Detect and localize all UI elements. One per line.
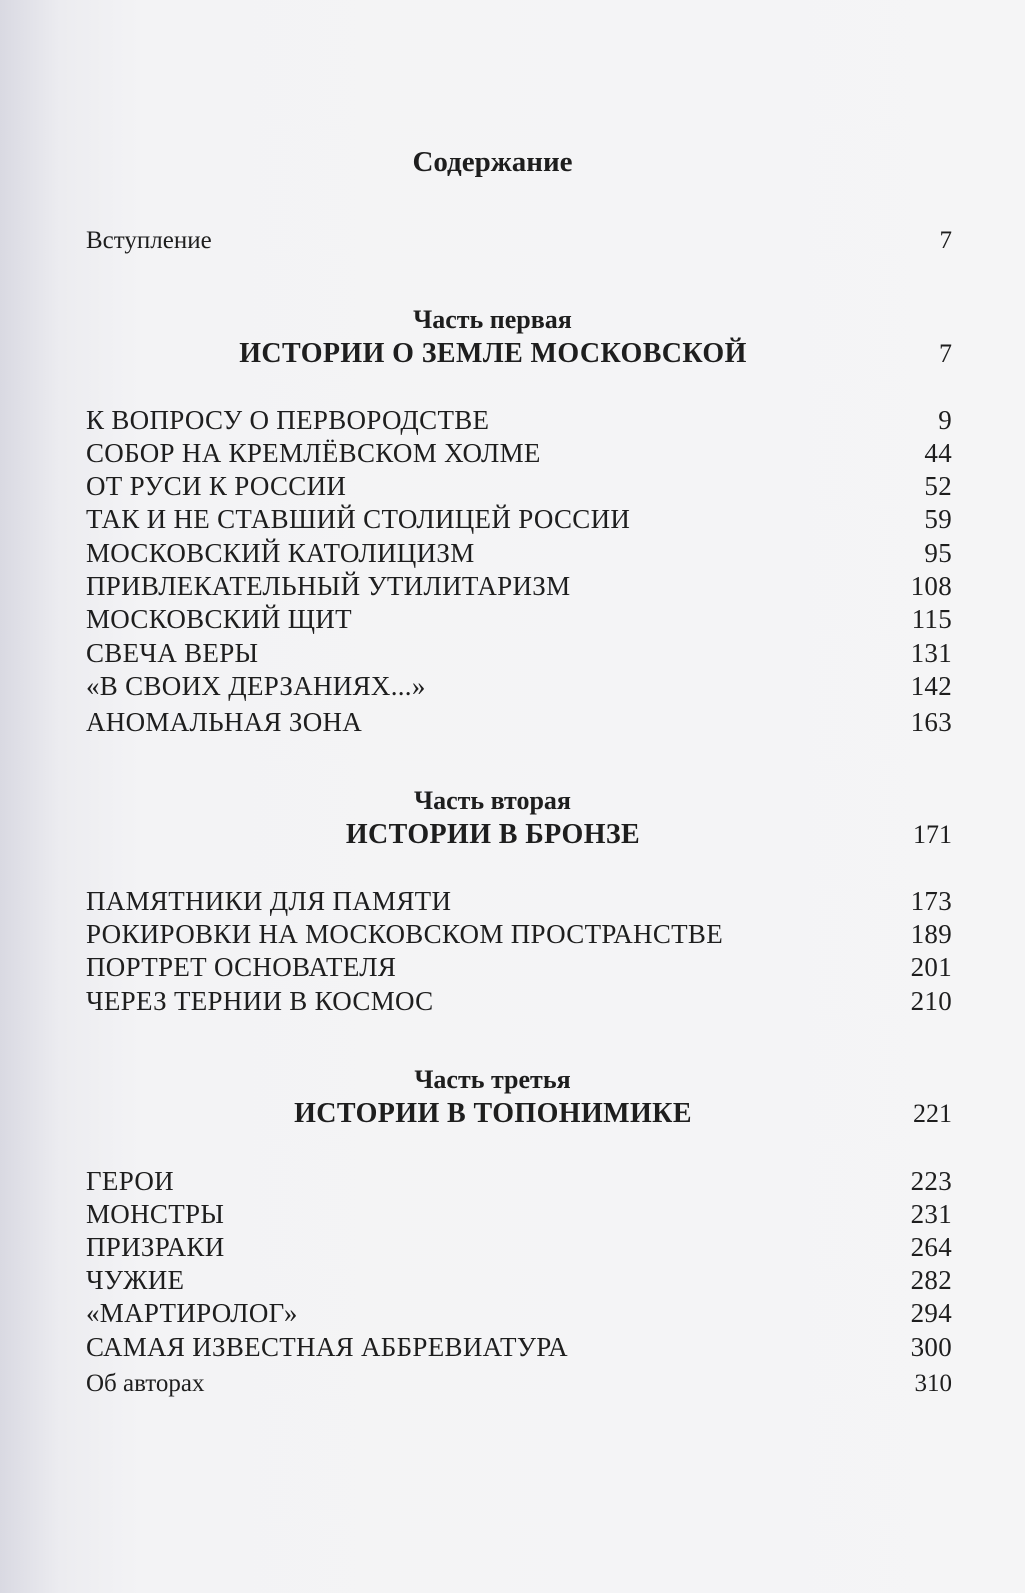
toc-entry — [86, 884, 952, 918]
toc-entry — [86, 469, 952, 503]
toc-entry — [86, 602, 952, 636]
toc-entry-label: ТАК И НЕ СТАВШИЙ СТОЛИЦЕЙ РОССИИ — [86, 504, 631, 534]
part-heading-2 — [86, 817, 952, 853]
toc-entry-page: 231 — [910, 1199, 952, 1229]
toc-entry-page: 189 — [910, 919, 952, 949]
toc-entry-page: 9 — [938, 405, 952, 435]
part-label-2: Часть вторая — [414, 786, 571, 815]
toc-entry-about-authors — [86, 1367, 952, 1401]
toc-entry — [86, 1263, 952, 1297]
toc-entry-label: МОНСТРЫ — [86, 1199, 225, 1229]
toc-entry — [86, 1296, 952, 1330]
part-page: 7 — [939, 339, 952, 368]
toc-title: Содержание — [412, 146, 573, 178]
toc-entry-page: 264 — [910, 1232, 952, 1262]
toc-entry-label: ПОРТРЕТ ОСНОВАТЕЛЯ — [86, 952, 397, 982]
toc-entry — [86, 1164, 952, 1198]
toc-entry-label: ГЕРОИ — [86, 1166, 174, 1196]
toc-entry — [86, 502, 952, 536]
toc-entry-page: 173 — [910, 886, 952, 916]
toc-entry-label: «МАРТИРОЛОГ» — [86, 1298, 298, 1328]
toc-entry-label: «В СВОИХ ДЕРЗАНИЯХ...» — [86, 671, 426, 701]
toc-entry-page: 163 — [910, 707, 952, 737]
toc-entry-label: Вступление — [86, 227, 212, 254]
toc-entry — [86, 636, 952, 670]
toc-entry-label: РОКИРОВКИ НА МОСКОВСКОМ ПРОСТРАНСТВЕ — [86, 919, 724, 949]
toc-entry — [86, 1197, 952, 1231]
toc-entry-page: 142 — [910, 671, 952, 701]
part-label-1: Часть первая — [413, 305, 572, 334]
toc-entry-page: 201 — [910, 952, 952, 982]
toc-entry-page: 44 — [924, 438, 952, 468]
toc-entry — [86, 536, 952, 570]
toc-entry-label: Об авторах — [86, 1370, 205, 1397]
toc-entry-page: 108 — [910, 571, 952, 601]
toc-entry-label: СВЕЧА ВЕРЫ — [86, 638, 259, 668]
toc-entry-intro — [86, 224, 952, 258]
toc-entry-page: 223 — [910, 1166, 952, 1196]
toc-entry — [86, 403, 952, 437]
toc-entry-page: 52 — [924, 471, 952, 501]
part-title: ИСТОРИИ О ЗЕМЛЕ МОСКОВСКОЙ — [239, 338, 747, 369]
toc-entry-label: МОСКОВСКИЙ КАТОЛИЦИЗМ — [86, 538, 475, 568]
toc-entry-label: САМАЯ ИЗВЕСТНАЯ АББРЕВИАТУРА — [86, 1332, 568, 1362]
toc-entry-page: 294 — [910, 1298, 952, 1328]
toc-entry-label: ЧЕРЕЗ ТЕРНИИ В КОСМОС — [86, 986, 434, 1016]
part-page: 221 — [913, 1099, 952, 1128]
toc-entry — [86, 436, 952, 470]
toc-entry-page: 7 — [939, 227, 952, 254]
part-heading-3 — [86, 1096, 952, 1132]
toc-entry — [86, 1330, 952, 1364]
toc-entry — [86, 705, 952, 739]
toc-entry-label: ОТ РУСИ К РОССИИ — [86, 471, 347, 501]
toc-entry-label: ПАМЯТНИКИ ДЛЯ ПАМЯТИ — [86, 886, 452, 916]
toc-entry-page: 115 — [911, 604, 952, 634]
toc-entry-label: СОБОР НА КРЕМЛЁВСКОМ ХОЛМЕ — [86, 438, 541, 468]
part-title: ИСТОРИИ В БРОНЗЕ — [345, 819, 641, 850]
part-page: 171 — [913, 820, 952, 849]
toc-entry-page: 131 — [910, 638, 952, 668]
toc-entry-page: 95 — [924, 538, 952, 568]
toc-entry-label: ПРИВЛЕКАТЕЛЬНЫЙ УТИЛИТАРИЗМ — [86, 571, 571, 601]
toc-entry-page: 310 — [914, 1370, 952, 1397]
toc-entry-page: 282 — [910, 1265, 952, 1295]
toc-entry — [86, 984, 952, 1018]
part-title: ИСТОРИИ В ТОПОНИМИКЕ — [294, 1098, 692, 1129]
toc-entry-label: К ВОПРОСУ О ПЕРВОРОДСТВЕ — [86, 405, 490, 435]
toc-entry — [86, 1230, 952, 1264]
toc-entry-label: ЧУЖИЕ — [86, 1265, 185, 1295]
toc-entry-label: ПРИЗРАКИ — [86, 1232, 225, 1262]
part-heading-1 — [86, 336, 952, 372]
toc-entry — [86, 669, 952, 703]
toc-entry — [86, 950, 952, 984]
toc-entry-page: 210 — [910, 986, 952, 1016]
toc-entry-page: 59 — [924, 504, 952, 534]
toc-entry — [86, 917, 952, 951]
toc-entry-label: АНОМАЛЬНАЯ ЗОНА — [86, 707, 363, 737]
part-label-3: Часть третья — [414, 1065, 571, 1094]
toc-entry — [86, 569, 952, 603]
toc-entry-label: МОСКОВСКИЙ ЩИТ — [86, 604, 352, 634]
toc-entry-page: 300 — [910, 1332, 952, 1362]
